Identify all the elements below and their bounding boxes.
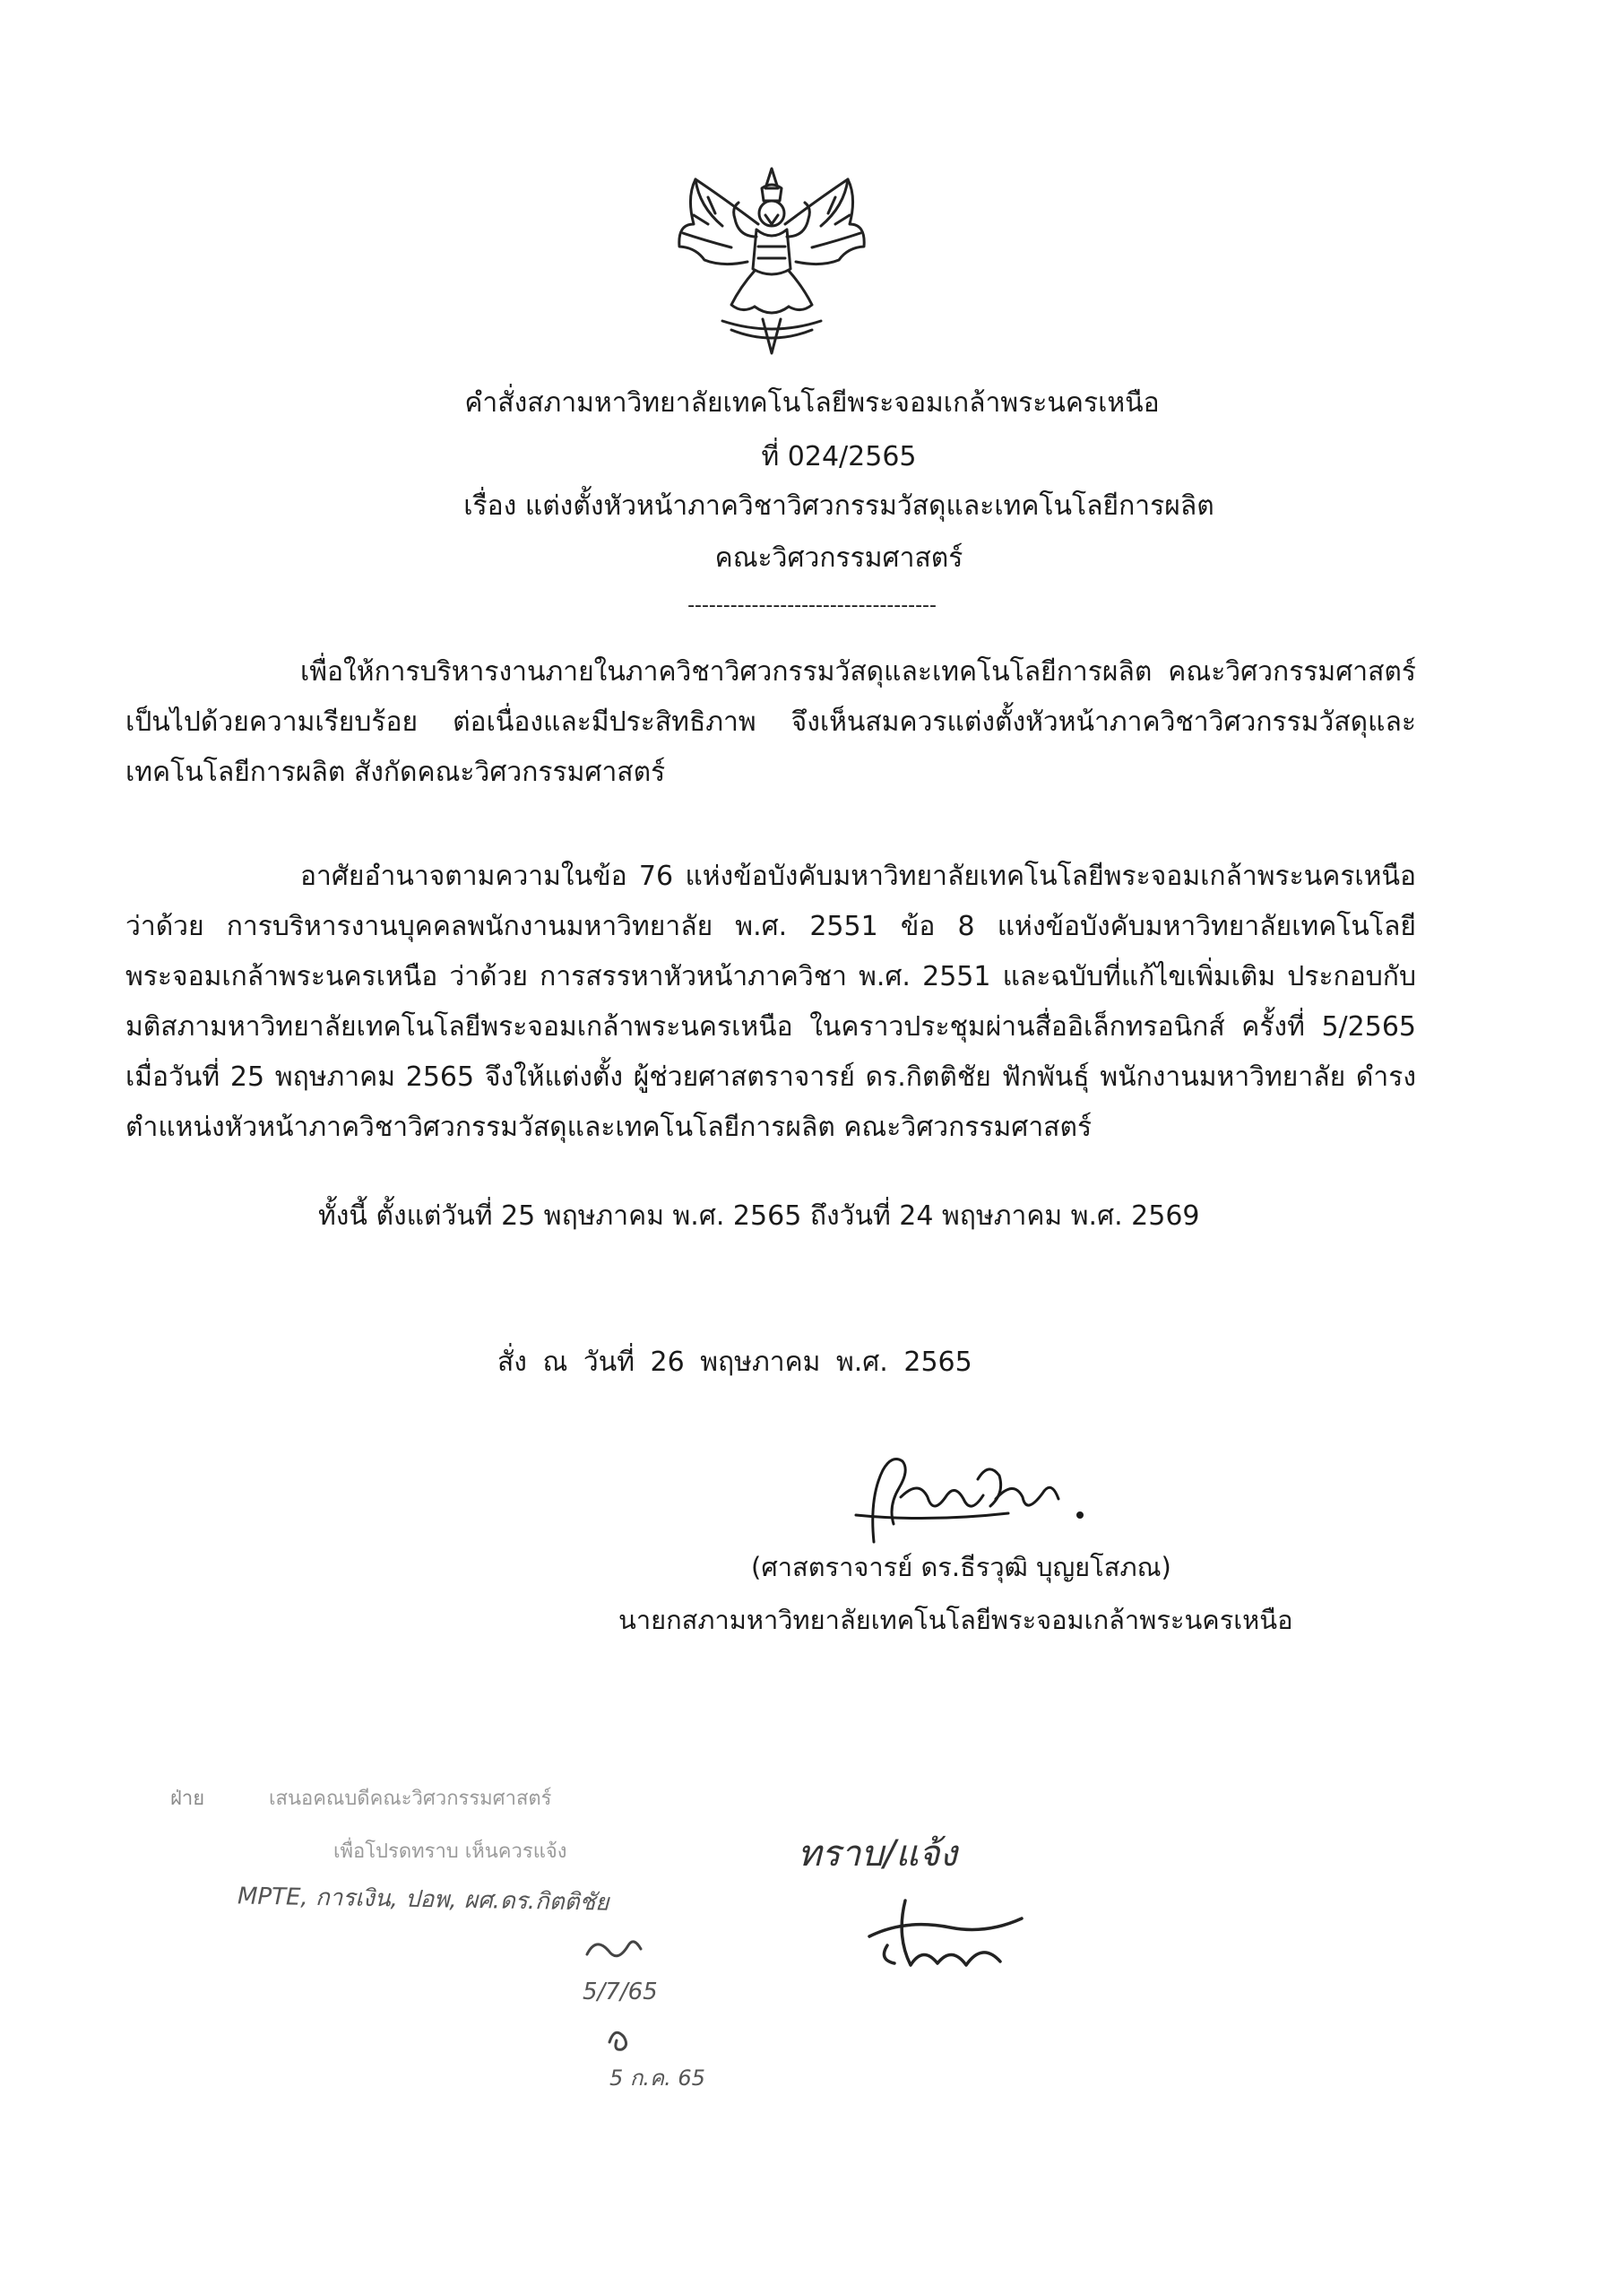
header-divider: ----------------------------------- <box>687 594 937 617</box>
paragraph-purpose <box>125 647 1416 798</box>
handwritten-note-inform: เพื่อโปรดทราบ เห็นควรแจ้ง <box>333 1840 567 1863</box>
initial-mark-2 <box>602 2019 638 2055</box>
order-date: สั่ง ณ วันที่ 26 พฤษภาคม พ.ศ. 2565 <box>497 1347 972 1378</box>
dean-signature-mark <box>851 1883 1049 1981</box>
paragraph-authority <box>125 852 1416 1153</box>
signer-title: นายกสภามหาวิทยาลัยเทคโนโลยีพระจอมเกล้าพระนครเหนือ <box>618 1605 1293 1635</box>
garuda-emblem-icon <box>669 161 875 359</box>
signer-name: (ศาสตราจารย์ ดร.ธีรวุฒิ บุญยโสภณ) <box>751 1552 1171 1582</box>
stamp-mark: ฝ่าย <box>170 1788 205 1810</box>
paragraph-purpose-text: เพื่อให้การบริหารงานภายในภาควิชาวิศวกรรมวัสดุและเทคโนโลยีการผลิต คณะวิศวกรรมศาสตร์ เป็นไปด้วยความเรียบร้อย ต่อเนื่องและมีประสิทธิภาพ จึงเห็นสมควรแต่งตั้งหัวหน้าภาควิชาวิศวกรรมวัสดุและเทคโนโลยีการผลิต สังกัดคณะวิศวกรรมศาสตร์ <box>125 656 1416 788</box>
paragraph-authority-text: อาศัยอำนาจตามความในข้อ 76 แห่งข้อบังคับมหาวิทยาลัยเทคโนโลยีพระจอมเกล้าพระนครเหนือ ว่าด้วย การบริหารงานบุคคลพนักงานมหาวิทยาลัย พ.ศ. 2551 ข้อ 8 แห่งข้อบังคับมหาวิทยาลัยเทคโนโลยีพระจอมเกล้าพระนครเหนือ ว่าด้วย การสรรหาหัวหน้าภาควิชา พ.ศ. 2551 และฉบับที่แก้ไขเพิ่มเติม ประกอบกับมติสภามหาวิทยาลัยเทคโนโลยีพระจอมเกล้าพระนครเหนือ ในคราวประชุมผ่านสื่ออิเล็กทรอนิกส์ ครั้งที่ 5/2565 เมื่อวันที่ 25 พฤษภาคม 2565 จึงให้แต่งตั้ง ผู้ช่วยศาสตราจารย์ ดร.กิตติชัย ฟักพันธุ์ พนักงานมหาวิทยาลัย ดำรงตำแหน่งหัวหน้าภาควิชาวิศวกรรมวัสดุและเทคโนโลยีการผลิต คณะวิศวกรรมศาสตร์ <box>125 861 1416 1143</box>
order-number: ที่ 024/2565 <box>761 441 917 472</box>
handwritten-date-2: 5 ก.ค. 65 <box>609 2066 705 2091</box>
order-subject: เรื่อง แต่งตั้งหัวหน้าภาควิชาวิศวกรรมวัสดุและเทคโนโลยีการผลิต <box>463 490 1214 522</box>
handwritten-note-distribution: MPTE, การเงิน, ปอพ, ผศ.ดร.กิตติชัย <box>237 1883 609 1917</box>
initial-mark <box>578 1927 650 1972</box>
effective-period: ทั้งนี้ ตั้งแต่วันที่ 25 พฤษภาคม พ.ศ. 2565 ถึงวันที่ 24 พฤษภาคม พ.ศ. 2569 <box>318 1200 1200 1232</box>
order-title: คำสั่งสภามหาวิทยาลัยเทคโนโลยีพระจอมเกล้าพระนครเหนือ <box>464 387 1160 419</box>
handwritten-acknowledgement: ทราบ/แจ้ง <box>798 1833 957 1875</box>
order-faculty: คณะวิศวกรรมศาสตร์ <box>714 542 963 574</box>
signature-mark <box>820 1443 1116 1560</box>
handwritten-note-forward: เสนอคณบดีคณะวิศวกรรมศาสตร์ <box>269 1788 552 1810</box>
handwritten-date-1: 5/7/65 <box>583 1979 658 2005</box>
